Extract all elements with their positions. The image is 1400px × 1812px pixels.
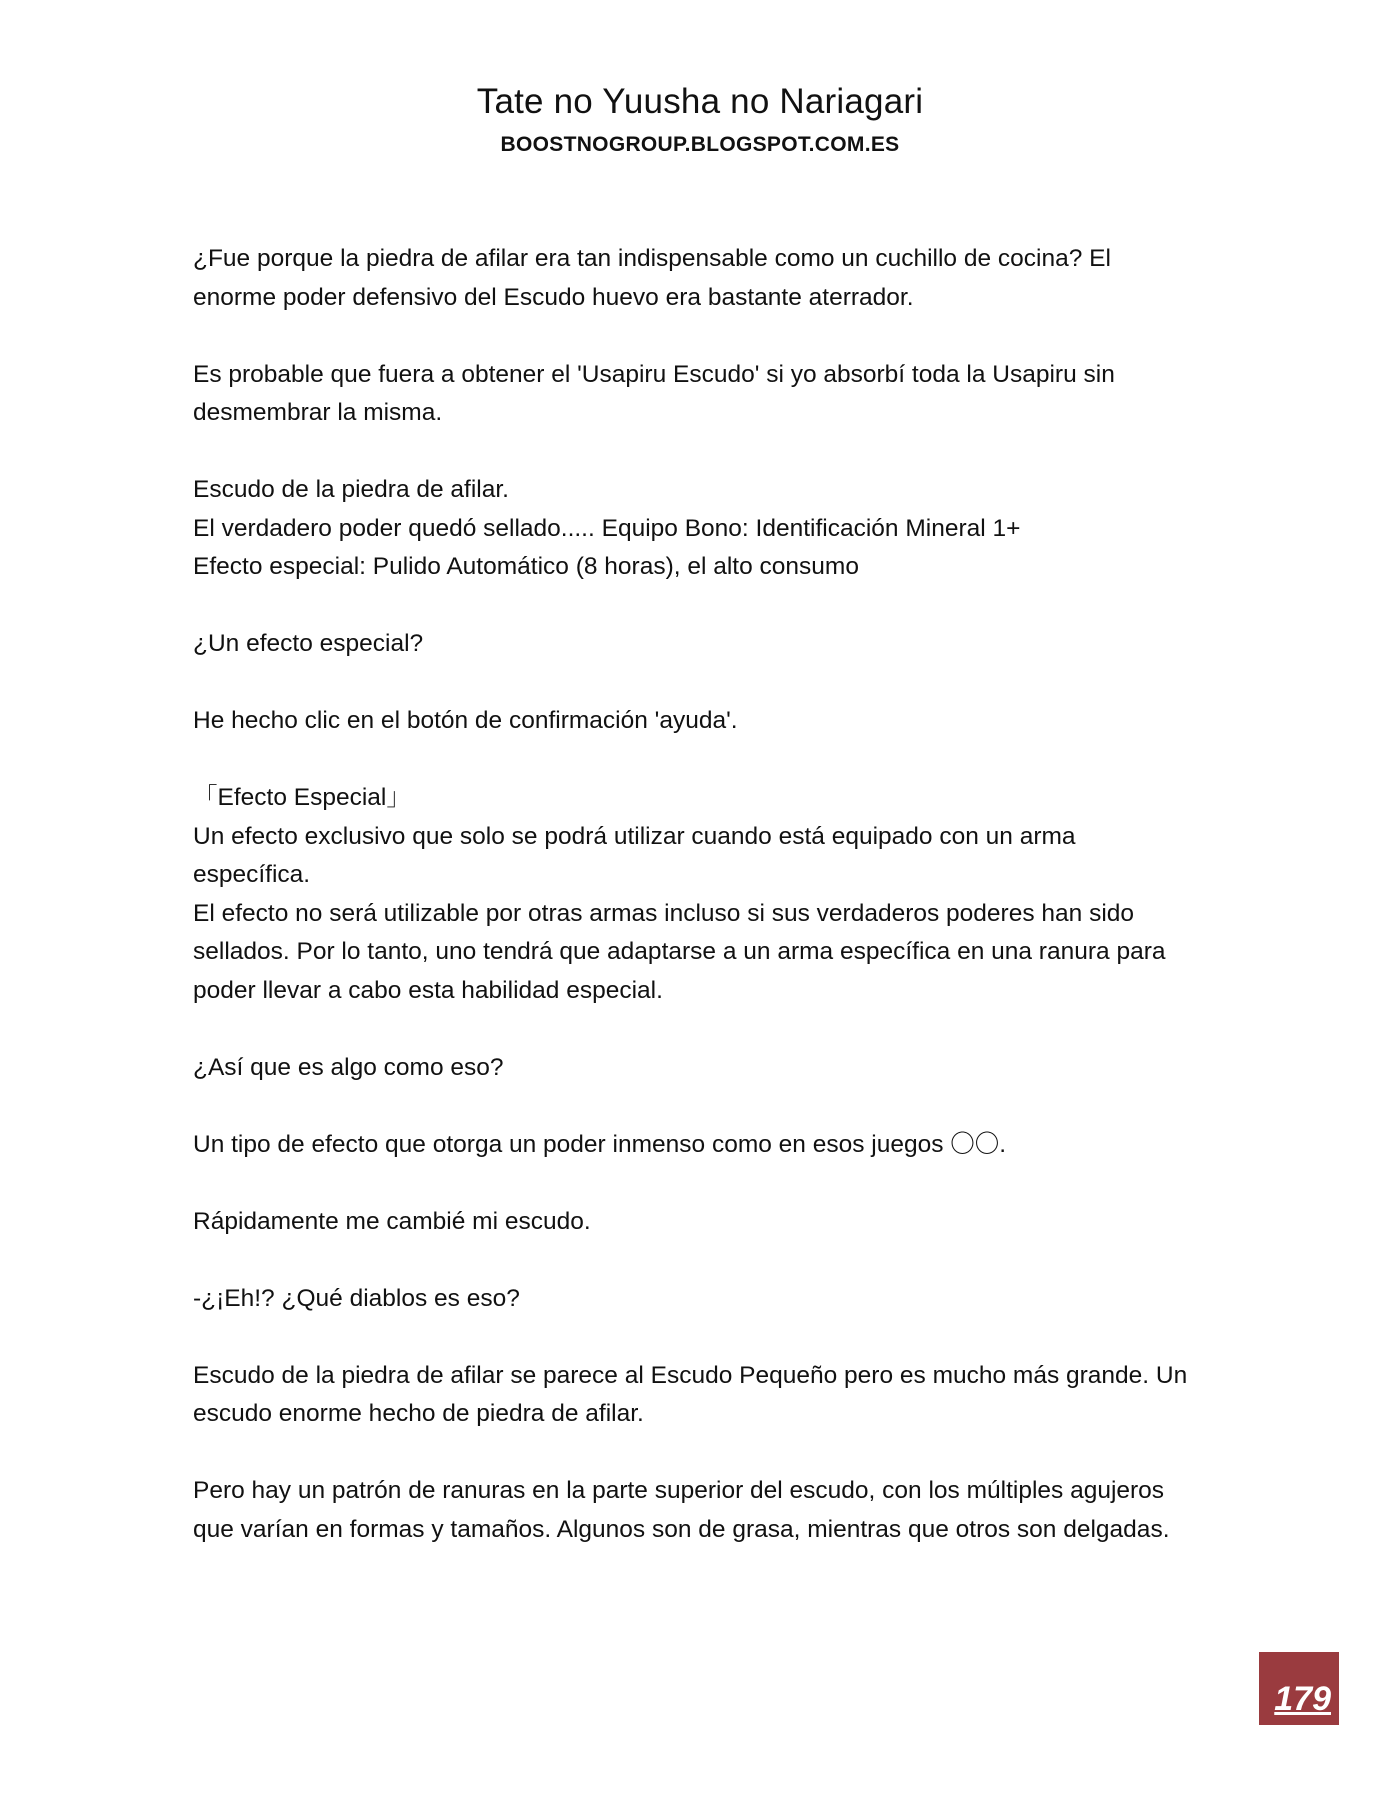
paragraph-line: Es probable que fuera a obtener el 'Usapiru Escudo' si yo absorbí toda la Usapiru sin [193, 360, 1115, 388]
paragraph-line: ¿Un efecto especial? [193, 630, 424, 657]
paragraph-line: sellados. Por lo tanto, uno tendrá que adaptarse a un arma específica en una ranura para [193, 938, 1166, 965]
paragraph-line: Pero hay un patrón de ranuras en la parte superior del escudo, con los múltiples agujeros [193, 1477, 1165, 1504]
paragraph [193, 1280, 1213, 1319]
paragraph [193, 1049, 1213, 1088]
page-number-badge [1259, 1652, 1339, 1725]
body-text [193, 240, 1213, 1588]
paragraph [193, 779, 1213, 1010]
paragraph-line: ¿Así que es algo como eso? [193, 1053, 504, 1081]
paragraph [193, 240, 1213, 317]
paragraph-line: ¿Fue porque la piedra de afilar era tan indispensable como un cuchillo de cocina? El [193, 245, 1111, 272]
paragraph [193, 625, 1213, 664]
paragraph-line: El verdadero poder quedó sellado..... Equipo Bono: Identificación Mineral 1+ [193, 514, 1021, 542]
paragraph [193, 702, 1213, 741]
paragraph [193, 1357, 1213, 1434]
paragraph-line: Efecto especial: Pulido Automático (8 horas), el alto consumo [193, 553, 859, 580]
paragraph [193, 1203, 1213, 1242]
paragraph-line: desmembrar la misma. [193, 399, 443, 426]
paragraph-line: Escudo de la piedra de afilar. [193, 476, 509, 503]
document-title: Tate no Yuusha no Nariagari [476, 82, 924, 121]
paragraph-line: Un tipo de efecto que otorga un poder inmenso como en esos juegos 〇〇. [193, 1130, 1007, 1158]
paragraph [193, 356, 1213, 433]
paragraph-line: Rápidamente me cambié mi escudo. [193, 1207, 591, 1235]
paragraph-line: El efecto no será utilizable por otras armas incluso si sus verdaderos poderes han sido [193, 899, 1135, 927]
paragraph-line: He hecho clic en el botón de confirmación 'ayuda'. [193, 707, 738, 734]
paragraph-line: que varían en formas y tamaños. Algunos son de grasa, mientras que otros son delgadas. [193, 1515, 1170, 1543]
paragraph-line: enorme poder defensivo del Escudo huevo era bastante aterrador. [193, 283, 914, 311]
paragraph [193, 471, 1213, 587]
paragraph-line: poder llevar a cabo esta habilidad especial. [193, 976, 663, 1004]
paragraph-line: Un efecto exclusivo que solo se podrá utilizar cuando está equipado con un arma [193, 822, 1076, 850]
page-header [0, 80, 1400, 160]
paragraph [193, 1126, 1213, 1165]
paragraph-line: 「Efecto Especial」 [193, 784, 411, 811]
page-number: 179 [1274, 1680, 1331, 1718]
paragraph [193, 1472, 1213, 1549]
document-subtitle: BOOSTNOGROUP.BLOGSPOT.COM.ES [500, 133, 900, 156]
paragraph-line: específica. [193, 861, 311, 888]
paragraph-line: Escudo de la piedra de afilar se parece al Escudo Pequeño pero es mucho más grande. Un [193, 1361, 1188, 1389]
paragraph-line: escudo enorme hecho de piedra de afilar. [193, 1400, 644, 1427]
paragraph-line: -¿¡Eh!? ¿Qué diablos es eso? [193, 1284, 520, 1312]
